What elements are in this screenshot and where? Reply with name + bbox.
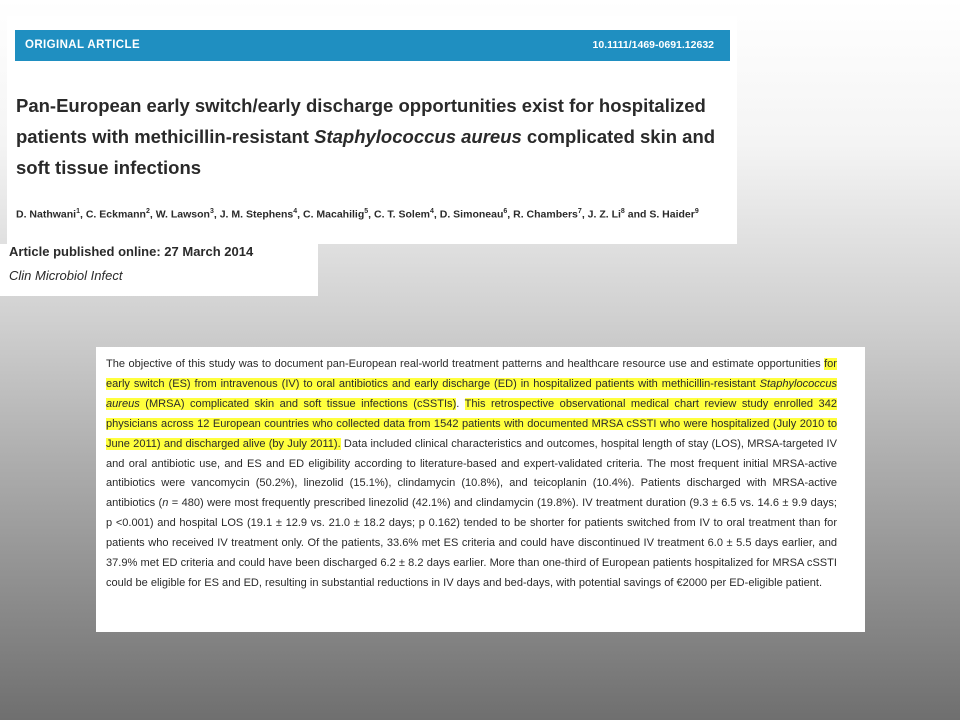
- author-affiliation: 4: [293, 208, 298, 215]
- publication-info-panel: [0, 244, 318, 296]
- highlighted-text: This retrospective observational medical chart review study enrolled 342 physicians across 12 European countries who collected data from 1542 patients with documented MRSA cSSTI who were hospitalized (July 2010 to June 2011) and discharged alive (by July 2011).: [106, 397, 837, 450]
- author-affiliation: 3: [209, 208, 214, 215]
- abstract-segment: = 480) were most frequently prescribed linezolid (42.1%) and clindamycin (19.8%). IV treatment duration (9.3 ± 6.5 vs. 14.6 ± 9.9 days; p <0.001) and hospital LOS (19.1 ± 12.9 vs. 21.0 ± 18.2 days; p 0.162) tended to be shorter for patients switched from IV to oral treatment than for patients who received IV treatment only. Of the patients, 33.6% met ES criteria and could have discontinued IV treatment 6.0 ± 5.5 days earlier, and 37.9% met ED criteria and could have been discharged 6.2 ± 8.2 days earlier. More than one-third of European patients hospitalized for MRSA cSSTI could be eligible for ES and ED, resulting in substantial reductions in IV days and bed-days, with potential savings of €2000 per ED-eligible patient.: [106, 497, 837, 589]
- abstract-segment: The objective of this study was to document pan-European real-world treatment patterns and healthcare resource use and estimate opportunities: [106, 358, 825, 370]
- author-name: D. Simoneau: [439, 208, 504, 221]
- author-affiliation: 8: [620, 208, 625, 215]
- author-separator: ,: [297, 208, 303, 221]
- author-name: J. Z. Li: [587, 208, 621, 221]
- article-title: [16, 90, 731, 183]
- species-name: Staphylococcus aureus: [106, 377, 837, 410]
- article-header-panel: [7, 16, 737, 244]
- author-name: S. Haider: [649, 208, 695, 221]
- author-name: R. Chambers: [513, 208, 578, 221]
- author-name: C. Eckmann: [85, 208, 146, 221]
- author-name: C. T. Solem: [374, 208, 431, 221]
- author-separator: ,: [581, 208, 588, 221]
- abstract-segment: .: [456, 397, 465, 410]
- author-affiliation: 4: [430, 208, 434, 215]
- abstract-text: [106, 355, 837, 594]
- journal-name: Clin Microbiol Infect: [9, 268, 123, 283]
- sample-size-symbol: n: [162, 497, 169, 510]
- author-affiliation: 9: [694, 208, 699, 215]
- author-separator: ,: [80, 208, 86, 221]
- abstract-segment: Data included clinical characteristics and outcomes, hospital length of stay (LOS), MRSA-targeted IV and oral antibiotic use, and ES and ED eligibility according to literature-based and expert-validated criteria. The most frequent initial MRSA-active antibiotics were vancomycin (50.2%), linezolid (15.1%), clindamycin (10.8%), and teicoplanin (10.4%). Patients discharged with MRSA-active antibiotics (: [106, 437, 837, 510]
- published-online-date: Article published online: 27 March 2014: [9, 244, 254, 259]
- article-type-banner: [15, 30, 730, 61]
- doi-label: 10.1111/1469-0691.12632: [592, 39, 714, 51]
- author-separator: ,: [368, 208, 374, 221]
- highlighted-segment: (MRSA) complicated skin and soft tissue infections (cSSTIs): [139, 397, 457, 410]
- article-type-label: ORIGINAL ARTICLE: [25, 39, 141, 51]
- author-name: C. Macahilig: [302, 208, 365, 221]
- title-part-1: Pan-European early switch/early discharge opportunities exist for hospitalized patients with methicillin-resistant: [16, 95, 706, 147]
- author-affiliation: 2: [145, 208, 150, 215]
- author-affiliation: 7: [577, 208, 582, 215]
- author-affiliation: 5: [364, 208, 369, 215]
- author-name: J. M. Stephens: [219, 208, 294, 221]
- author-separator: ,: [433, 208, 440, 221]
- author-separator: and: [624, 208, 650, 221]
- author-separator: ,: [149, 208, 156, 221]
- author-separator: ,: [507, 208, 514, 221]
- author-name: W. Lawson: [155, 208, 210, 221]
- title-species: Staphylococcus aureus: [314, 126, 522, 147]
- author-list: [16, 202, 731, 225]
- abstract-panel: [96, 347, 865, 632]
- title-part-2: complicated skin and soft tissue infections: [16, 126, 716, 178]
- author-name: D. Nathwani: [16, 208, 77, 221]
- highlighted-segment: for early switch (ES) from intravenous (IV) to oral antibiotics and early discharge (ED) in hospitalized patients with methicillin-resistant: [106, 358, 837, 390]
- author-affiliation: 1: [76, 208, 80, 215]
- author-affiliation: 6: [503, 208, 508, 215]
- author-separator: ,: [213, 208, 220, 221]
